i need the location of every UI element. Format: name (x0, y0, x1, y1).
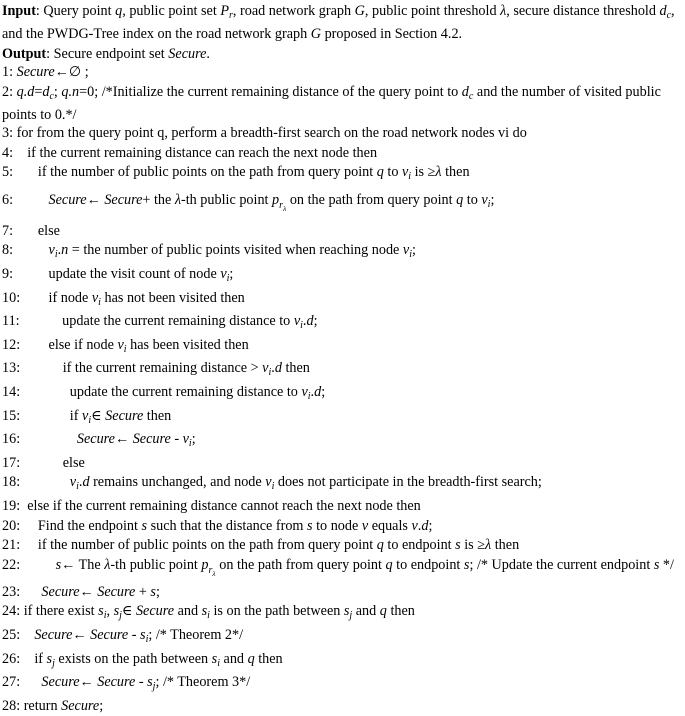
algo-line-1: 1: Secure←∅ ; (2, 64, 89, 80)
algo-line-18: 18: $v_i.d$ remains unchanged, and node $v_i$ does not participate in the breadth-first search; (2, 474, 542, 493)
algo-line-26: 26: if $s_j$ exists on the path between $s_i$ and q then (2, 650, 283, 669)
input-line: Input: Query point q, public point set $P_r$, road network graph G, public point threshold λ, secure distance threshold $d_c$, and the PWDG-Tree index on the road network graph G proposed in Section 4.2. (2, 3, 675, 42)
algo-line-15: 15: if $v_i\in$ Secure then (2, 407, 172, 426)
algo-line-8: 8: $v_i.n$ = the number of public points visited when reaching node $v_i$; (2, 242, 416, 261)
algo-line-24: 24: if there exist $s_i$, $s_j\in$ Secure and $s_i$ is on the path between $s_j$ and q then (2, 603, 415, 622)
algo-line-25: 25: Secure← Secure - $s_i$; /* Theorem 2*/ (2, 627, 244, 646)
algo-line-9: 9: update the visit count of node $v_i$; (2, 265, 234, 284)
algo-line-12: 12: else if node $v_i$ has been visited then (2, 336, 249, 355)
algo-line-4: 4: if the current remaining distance can reach the next node then (2, 144, 378, 161)
algo-line-19: 19: else if the current remaining distance cannot reach the next node then (2, 497, 421, 514)
algo-line-20: 20: Find the endpoint s such that the distance from s to node v equals v.d; (2, 517, 433, 534)
public-point-p-r-lambda: $p_{r\lambda}$ (201, 556, 216, 578)
output-label: Output (2, 46, 47, 62)
algo-line-3: 3: for from the query point q, perform a breadth-first search on the road network nodes vi do (2, 125, 527, 141)
algo-line-11: 11: update the current remaining distance to $v_i.d$; (2, 313, 318, 332)
algo-line-28: 28: return Secure; (2, 697, 104, 714)
output-line: Output: Secure endpoint set Secure. (2, 46, 210, 62)
input-label: Input (2, 3, 36, 19)
algo-line-6: 6: Secure← Secure+ the λ-th public point $p_{r\lambda}$ on the path from query point q to $v_i$; (2, 191, 495, 213)
algo-line-10: 10: if node $v_i$ has not been visited then (2, 289, 245, 308)
algo-line-5: 5: if the number of public points on the path from query point q to $v_i$ is ≥λ then (2, 164, 470, 183)
algo-line-13: 13: if the current remaining distance > $v_i.d$ then (2, 360, 310, 379)
algo-line-27: 27: Secure← Secure - $s_j$; /* Theorem 3*/ (2, 674, 251, 693)
algo-line-21: 21: if the number of public points on the path from query point q to endpoint s is ≥λ then (2, 537, 520, 554)
algo-line-23: 23: Secure← Secure + s; (2, 583, 160, 600)
algorithm-block (2, 0, 684, 716)
algo-line-14: 14: update the current remaining distance to $v_i.d$; (2, 383, 326, 402)
algo-line-17: 17: else (2, 454, 85, 471)
algo-line-2: 2: $q.d=d_c$; q.n=0; /*Initialize the current remaining distance of the query point to $d_c$ and the number of visited public points to 0.*/ (2, 83, 661, 123)
algo-line-16: 16: Secure← Secure - $v_i$; (2, 431, 196, 450)
algo-line-7: 7: else (2, 222, 60, 239)
public-point-p-r-lambda: $p_{r\lambda}$ (272, 191, 287, 213)
algo-line-22: 22: s← The λ-th public point $p_{r\lambda}$ on the path from query point q to endpoint s; /* Update the current endpoint s */ (2, 556, 674, 578)
